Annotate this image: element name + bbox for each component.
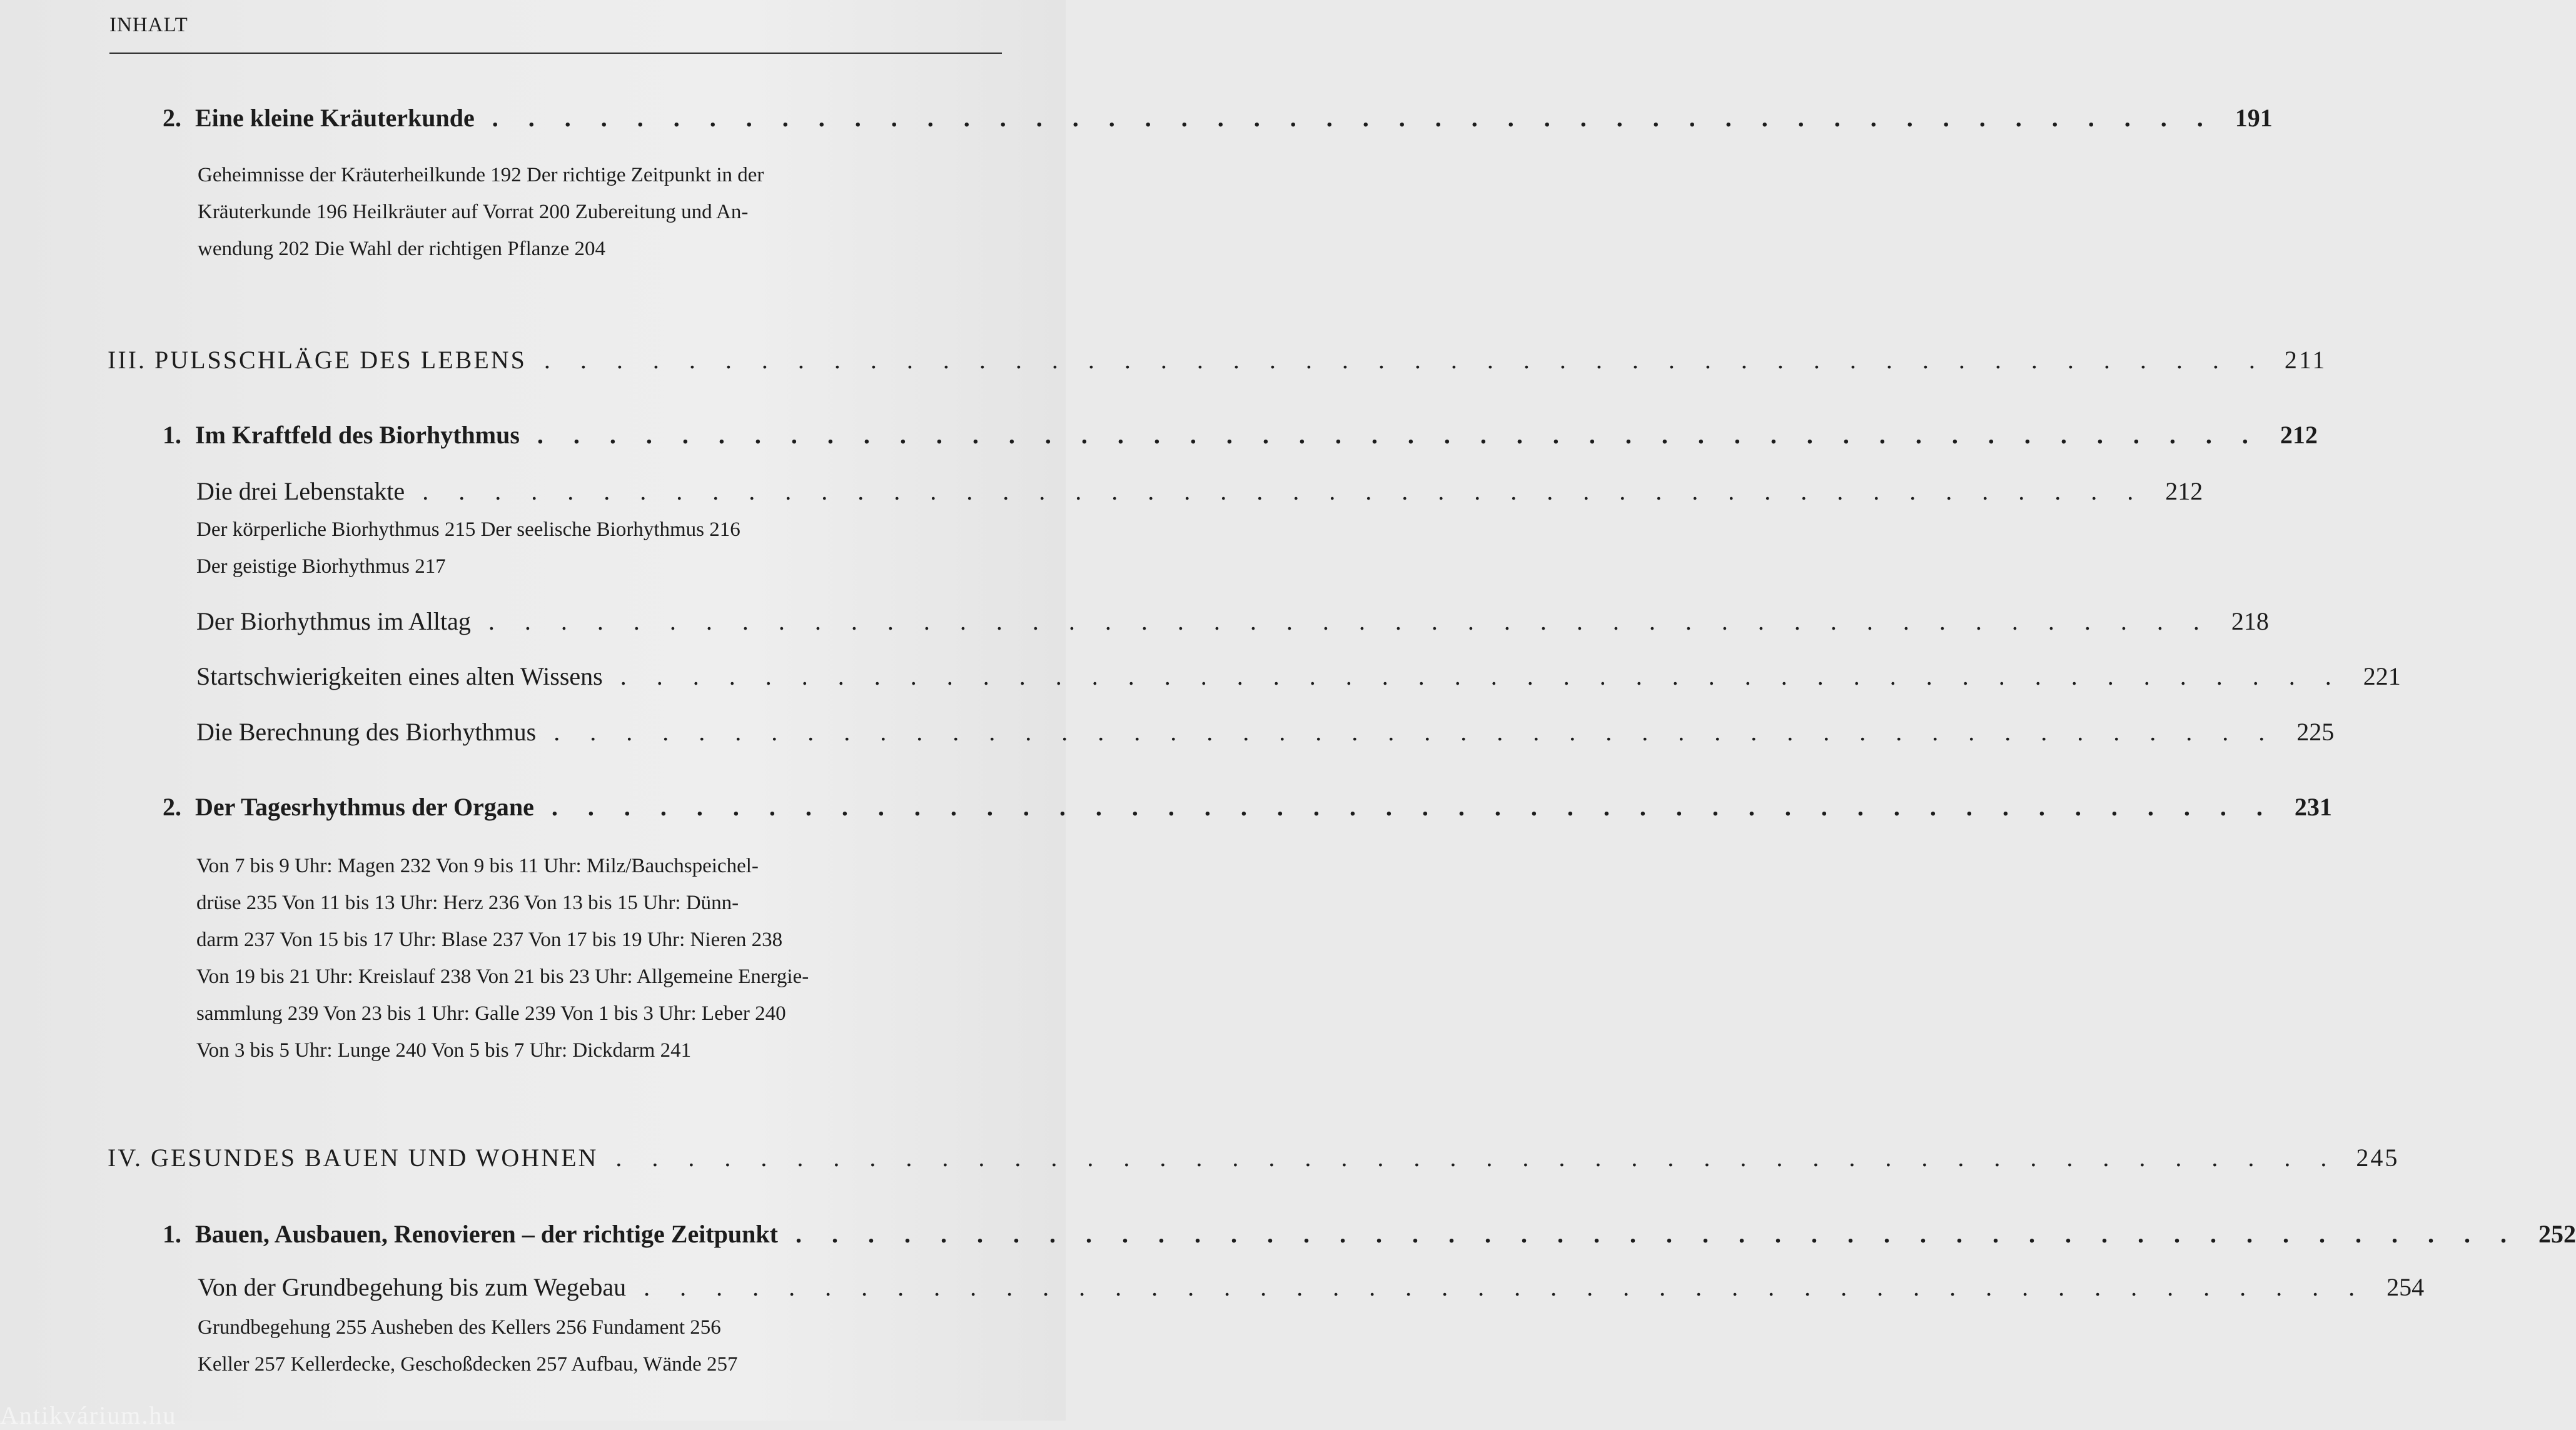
dot-leader: . . . . . . . . . . . . . . . . . . . . . . . . . . . . . . . . . . . . . . . . . . . . . . . .	[795, 1220, 2518, 1248]
details-line: Grundbegehung 255 Ausheben des Kellers 256 Fundament 256	[198, 1316, 721, 1339]
dot-leader: . . . . . . . . . . . . . . . . . . . . . . . . . . . . . . . . . . . . . . . . . . . . . . . .	[620, 662, 2343, 690]
subsection-title: Der Biorhythmus im Alltag	[196, 607, 471, 635]
details-line: Geheimnisse der Kräuterheilkunde 192 Der richtige Zeitpunkt in der	[198, 164, 764, 186]
subsection-title: Die Berechnung des Biorhythmus	[196, 718, 537, 746]
toc-details-kraeuterkunde	[198, 157, 764, 268]
details-line: sammlung 239 Von 23 bis 1 Uhr: Galle 239 Von 1 bis 3 Uhr: Leber 240	[196, 1002, 786, 1025]
chapter-title-text: Im Kraftfeld des Biorhythmus	[195, 421, 520, 449]
toc-subsection-alltag	[196, 607, 2269, 636]
dot-leader: . . . . . . . . . . . . . . . . . . . . . . . . . . . . . . . . . . . . . . . . . . . . . . . .	[422, 477, 2146, 505]
page-number: 218	[2231, 607, 2269, 635]
section-title: IV. GESUNDES BAUEN UND WOHNEN	[108, 1144, 599, 1172]
subsection-title: Startschwierigkeiten eines alten Wissens	[196, 662, 603, 690]
toc-chapter-biorhythmus	[163, 420, 2318, 450]
toc-details-tagesrhythmus	[196, 848, 809, 1069]
chapter-title-text: Bauen, Ausbauen, Renovieren – der richtige Zeitpunkt	[195, 1220, 778, 1248]
details-line: Von 7 bis 9 Uhr: Magen 232 Von 9 bis 11 Uhr: Milz/Bauchspeichel-	[196, 855, 759, 877]
toc-chapter-tagesrhythmus	[163, 792, 2332, 822]
toc-section-iii	[108, 345, 2327, 375]
toc-chapter-title	[163, 420, 520, 450]
page-number: 231	[2294, 793, 2332, 821]
toc-chapter-kraeuterkunde	[163, 103, 2273, 133]
details-line: Der geistige Biorhythmus 217	[196, 555, 446, 578]
chapter-title-text: Eine kleine Kräuterkunde	[195, 104, 475, 132]
details-line: Von 19 bis 21 Uhr: Kreislauf 238 Von 21 bis 23 Uhr: Allgemeine Energie-	[196, 965, 809, 988]
details-line: wendung 202 Die Wahl der richtigen Pflanze 204	[198, 238, 605, 260]
page-number: 211	[2284, 346, 2327, 374]
toc-chapter-title	[163, 792, 534, 822]
toc-details-grundbegehung	[198, 1309, 738, 1383]
dot-leader: . . . . . . . . . . . . . . . . . . . . . . . . . . . . . . . . . . . . . . . . . . . . . . . .	[492, 104, 2215, 132]
page-number: 245	[2356, 1144, 2400, 1172]
dot-leader: . . . . . . . . . . . . . . . . . . . . . . . . . . . . . . . . . . . . . . . . . . . . . . . .	[644, 1273, 2367, 1301]
dot-leader: . . . . . . . . . . . . . . . . . . . . . . . . . . . . . . . . . . . . . . . . . . . . . . . .	[543, 346, 2267, 374]
page-number: 221	[2363, 662, 2401, 690]
toc-chapter-bauen	[163, 1219, 2576, 1249]
chapter-number: 2.	[163, 793, 181, 821]
page-number: 212	[2165, 477, 2203, 505]
details-line: Kräuterkunde 196 Heilkräuter auf Vorrat 200 Zubereitung und An-	[198, 201, 749, 223]
toc-subsection-lebenstakte	[196, 476, 2203, 506]
dot-leader: . . . . . . . . . . . . . . . . . . . . . . . . . . . . . . . . . . . . . . . . . . . . . . . .	[551, 793, 2275, 821]
chapter-number: 1.	[163, 1220, 181, 1248]
dot-leader: . . . . . . . . . . . . . . . . . . . . . . . . . . . . . . . . . . . . . . . . . . . . . . . .	[553, 718, 2277, 746]
details-line: drüse 235 Von 11 bis 13 Uhr: Herz 236 Von 13 bis 15 Uhr: Dünn-	[196, 892, 739, 914]
running-head: INHALT	[109, 14, 188, 36]
toc-subsection-startschwierigkeiten	[196, 662, 2401, 691]
details-line: Der körperliche Biorhythmus 215 Der seelische Biorhythmus 216	[196, 518, 740, 541]
dot-leader: . . . . . . . . . . . . . . . . . . . . . . . . . . . . . . . . . . . . . . . . . . . . . . . .	[615, 1144, 2339, 1172]
details-line: darm 237 Von 15 bis 17 Uhr: Blase 237 Von 17 bis 19 Uhr: Nieren 238	[196, 929, 783, 951]
chapter-number: 2.	[163, 104, 181, 132]
dot-leader: . . . . . . . . . . . . . . . . . . . . . . . . . . . . . . . . . . . . . . . . . . . . . . . .	[537, 421, 2260, 449]
chapter-number: 1.	[163, 421, 181, 449]
page-number: 252	[2538, 1220, 2576, 1248]
page-number: 254	[2387, 1273, 2425, 1301]
page-number: 225	[2296, 718, 2335, 746]
subsection-title: Die drei Lebenstakte	[196, 477, 405, 505]
section-title: III. PULSSCHLÄGE DES LEBENS	[108, 346, 527, 374]
details-line: Keller 257 Kellerdecke, Geschoßdecken 257 Aufbau, Wände 257	[198, 1353, 738, 1376]
toc-section-iv	[108, 1143, 2400, 1172]
watermark: Antikvárium.hu	[0, 1401, 177, 1429]
toc-details-lebenstakte	[196, 511, 740, 585]
chapter-title-text: Der Tagesrhythmus der Organe	[195, 793, 534, 821]
subsection-title: Von der Grundbegehung bis zum Wegebau	[198, 1273, 627, 1301]
toc-chapter-title	[163, 1219, 778, 1249]
page-number: 191	[2235, 104, 2273, 132]
toc-subsection-berechnung	[196, 717, 2335, 747]
dot-leader: . . . . . . . . . . . . . . . . . . . . . . . . . . . . . . . . . . . . . . . . . . . . . . . .	[488, 607, 2211, 635]
page-number: 212	[2280, 421, 2318, 449]
header-rule	[109, 53, 1002, 54]
toc-chapter-title	[163, 103, 475, 133]
toc-subsection-grundbegehung	[198, 1272, 2425, 1302]
details-line: Von 3 bis 5 Uhr: Lunge 240 Von 5 bis 7 Uhr: Dickdarm 241	[196, 1039, 692, 1062]
